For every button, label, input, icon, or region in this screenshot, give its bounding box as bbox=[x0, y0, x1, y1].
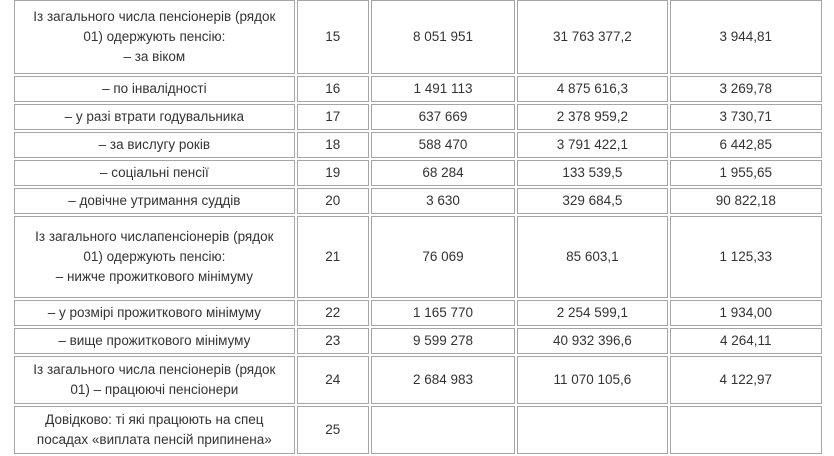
row-label-cell bbox=[14, 216, 295, 298]
row-label-cell bbox=[14, 76, 295, 102]
row-code-cell: 20 bbox=[297, 188, 369, 214]
table-row bbox=[14, 132, 822, 158]
row-label-cell bbox=[14, 406, 295, 454]
row-code-cell: 19 bbox=[297, 160, 369, 186]
pensioner-count-cell: 68 284 bbox=[371, 160, 515, 186]
row-label-line: 01) – працюючі пенсіонери bbox=[70, 382, 239, 397]
average-pension-cell: 3 269,78 bbox=[670, 76, 822, 102]
row-code-cell: 23 bbox=[297, 328, 369, 354]
average-pension-cell: 3 730,71 bbox=[670, 104, 822, 130]
table-row bbox=[14, 0, 822, 74]
table-row bbox=[14, 328, 822, 354]
total-amount-cell: 11 070 105,6 bbox=[517, 356, 667, 404]
pensioner-count-cell: 1 491 113 bbox=[371, 76, 515, 102]
average-pension-cell: 6 442,85 bbox=[670, 132, 822, 158]
row-label-line: 01) одержують пенсію: bbox=[83, 249, 226, 264]
row-label-line: – вище прожиткового мінімуму bbox=[58, 333, 251, 348]
row-label-cell bbox=[14, 104, 295, 130]
pensioner-count-cell: 9 599 278 bbox=[371, 328, 515, 354]
pensioner-count-cell: 637 669 bbox=[371, 104, 515, 130]
average-pension-cell bbox=[670, 406, 822, 454]
row-label-line: Довідково: ті які працюють на спец bbox=[45, 412, 264, 427]
row-code-cell: 22 bbox=[297, 300, 369, 326]
pensioner-count-cell bbox=[371, 406, 515, 454]
total-amount-cell: 2 378 959,2 bbox=[517, 104, 667, 130]
row-label-line: Із загального числапенсіонерів (рядок bbox=[35, 229, 274, 244]
table-row bbox=[14, 188, 822, 214]
row-label-line: – довічне утримання суддів bbox=[68, 193, 241, 208]
row-code-cell: 21 bbox=[297, 216, 369, 298]
pensioner-count-cell: 2 684 983 bbox=[371, 356, 515, 404]
table-row bbox=[14, 76, 822, 102]
total-amount-cell: 4 875 616,3 bbox=[517, 76, 667, 102]
pension-statistics-table bbox=[12, 0, 824, 456]
row-code-cell: 15 bbox=[297, 0, 369, 74]
table-row bbox=[14, 104, 822, 130]
row-label-cell bbox=[14, 160, 295, 186]
pensioner-count-cell: 3 630 bbox=[371, 188, 515, 214]
row-label-line: посадах «виплата пенсій припинена» bbox=[36, 432, 272, 447]
pensioner-count-cell: 8 051 951 bbox=[371, 0, 515, 74]
total-amount-cell: 2 254 599,1 bbox=[517, 300, 667, 326]
row-label-line: – у разі втрати годувальника bbox=[64, 109, 245, 124]
row-label-cell bbox=[14, 328, 295, 354]
table-row bbox=[14, 216, 822, 298]
row-label-line: – у розмірі прожиткового мінімуму bbox=[47, 305, 261, 320]
row-label-line: Із загального числа пенсіонерів (рядок bbox=[33, 362, 276, 377]
row-label-line: – по інвалідності bbox=[102, 81, 207, 96]
total-amount-cell: 40 932 396,6 bbox=[517, 328, 667, 354]
row-label-cell bbox=[14, 132, 295, 158]
row-label-line: – за вислугу років bbox=[98, 137, 210, 152]
row-code-cell: 25 bbox=[297, 406, 369, 454]
row-label-line: Із загального числа пенсіонерів (рядок bbox=[33, 9, 276, 24]
table-row bbox=[14, 406, 822, 454]
table-row bbox=[14, 300, 822, 326]
pensioner-count-cell: 76 069 bbox=[371, 216, 515, 298]
table-row bbox=[14, 160, 822, 186]
total-amount-cell: 3 791 422,1 bbox=[517, 132, 667, 158]
average-pension-cell: 4 264,11 bbox=[670, 328, 822, 354]
row-label-cell bbox=[14, 188, 295, 214]
average-pension-cell: 1 934,00 bbox=[670, 300, 822, 326]
row-code-cell: 18 bbox=[297, 132, 369, 158]
table-body bbox=[14, 0, 822, 454]
total-amount-cell: 31 763 377,2 bbox=[517, 0, 667, 74]
table-row bbox=[14, 356, 822, 404]
pensioner-count-cell: 1 165 770 bbox=[371, 300, 515, 326]
average-pension-cell: 4 122,97 bbox=[670, 356, 822, 404]
total-amount-cell bbox=[517, 406, 667, 454]
row-label-cell bbox=[14, 356, 295, 404]
row-code-cell: 16 bbox=[297, 76, 369, 102]
average-pension-cell: 1 125,33 bbox=[670, 216, 822, 298]
row-label-line: 01) одержують пенсію: bbox=[83, 29, 226, 44]
row-label-cell bbox=[14, 300, 295, 326]
row-label-cell bbox=[14, 0, 295, 74]
row-code-cell: 17 bbox=[297, 104, 369, 130]
row-label-line: – нижче прожиткового мінімуму bbox=[55, 269, 253, 284]
average-pension-cell: 90 822,18 bbox=[670, 188, 822, 214]
row-label-line: – соціальні пенсії bbox=[99, 165, 209, 180]
total-amount-cell: 85 603,1 bbox=[517, 216, 667, 298]
total-amount-cell: 133 539,5 bbox=[517, 160, 667, 186]
total-amount-cell: 329 684,5 bbox=[517, 188, 667, 214]
row-label-line: – за віком bbox=[123, 49, 186, 64]
average-pension-cell: 1 955,65 bbox=[670, 160, 822, 186]
pensioner-count-cell: 588 470 bbox=[371, 132, 515, 158]
pension-table-container bbox=[12, 0, 824, 456]
row-code-cell: 24 bbox=[297, 356, 369, 404]
average-pension-cell: 3 944,81 bbox=[670, 0, 822, 74]
